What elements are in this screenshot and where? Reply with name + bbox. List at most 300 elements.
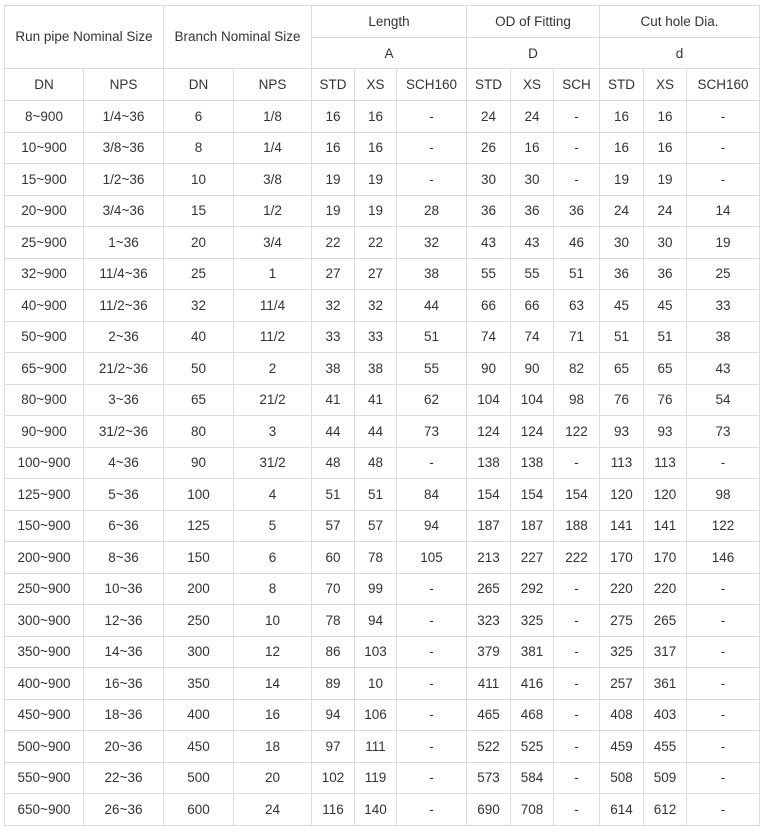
table-cell: 275 [600, 605, 644, 637]
table-cell: - [554, 132, 600, 164]
table-cell: 116 [312, 794, 355, 826]
header-branch: Branch Nominal Size [164, 6, 312, 69]
table-cell: - [397, 636, 467, 668]
table-cell: 78 [355, 542, 397, 574]
table-row [5, 573, 760, 605]
table-cell: 361 [644, 668, 687, 700]
table-cell: 3 [234, 416, 312, 448]
table-cell: 465 [467, 699, 511, 731]
table-cell: 150 [164, 542, 234, 574]
table-cell: 22 [312, 227, 355, 259]
table-row [5, 542, 760, 574]
subheader-cell: NPS [84, 69, 164, 101]
table-cell: 154 [554, 479, 600, 511]
table-cell: 146 [687, 542, 760, 574]
table-row [5, 668, 760, 700]
table-cell: 98 [687, 479, 760, 511]
table-cell: 40 [164, 321, 234, 353]
subheader-cell: STD [467, 69, 511, 101]
table-cell: 187 [467, 510, 511, 542]
table-cell: 32 [312, 290, 355, 322]
table-cell: 86 [312, 636, 355, 668]
table-cell: 51 [312, 479, 355, 511]
table-cell: 459 [600, 731, 644, 763]
table-row [5, 258, 760, 290]
table-cell: 65 [164, 384, 234, 416]
table-cell: 82 [554, 353, 600, 385]
table-cell: 125~900 [5, 479, 84, 511]
table-cell: 27 [312, 258, 355, 290]
table-cell: 80 [164, 416, 234, 448]
table-cell: 93 [600, 416, 644, 448]
table-cell: 2~36 [84, 321, 164, 353]
table-cell: 550~900 [5, 762, 84, 794]
table-cell: 51 [600, 321, 644, 353]
table-cell: 54 [687, 384, 760, 416]
table-cell: - [687, 447, 760, 479]
table-cell: 44 [397, 290, 467, 322]
table-cell: 14 [687, 195, 760, 227]
table-cell: 509 [644, 762, 687, 794]
table-cell: 250 [164, 605, 234, 637]
table-row [5, 447, 760, 479]
table-cell: 32 [355, 290, 397, 322]
table-cell: 411 [467, 668, 511, 700]
table-cell: 19 [644, 164, 687, 196]
table-cell: 30 [467, 164, 511, 196]
table-cell: 24 [467, 101, 511, 133]
table-cell: 25 [164, 258, 234, 290]
header-length-symbol: A [312, 38, 467, 69]
table-cell: 20 [164, 227, 234, 259]
table-cell: 45 [644, 290, 687, 322]
table-cell: - [554, 447, 600, 479]
table-cell: - [554, 668, 600, 700]
table-cell: 103 [355, 636, 397, 668]
table-cell: 30 [511, 164, 554, 196]
table-cell: - [554, 794, 600, 826]
table-cell: 12 [234, 636, 312, 668]
table-cell: 21/2~36 [84, 353, 164, 385]
table-cell: - [554, 573, 600, 605]
header-cut-hole: Cut hole Dia. [600, 6, 760, 38]
table-cell: 22 [355, 227, 397, 259]
table-cell: 381 [511, 636, 554, 668]
table-cell: 36 [644, 258, 687, 290]
table-cell: 11/4~36 [84, 258, 164, 290]
table-cell: - [554, 699, 600, 731]
table-cell: 31/2~36 [84, 416, 164, 448]
table-cell: 84 [397, 479, 467, 511]
table-cell: 650~900 [5, 794, 84, 826]
table-cell: - [687, 794, 760, 826]
table-cell: 102 [312, 762, 355, 794]
table-cell: 119 [355, 762, 397, 794]
table-cell: 400 [164, 699, 234, 731]
table-cell: 14~36 [84, 636, 164, 668]
subheader-cell: SCH160 [397, 69, 467, 101]
table-cell: 105 [397, 542, 467, 574]
table-cell: 468 [511, 699, 554, 731]
table-cell: 44 [355, 416, 397, 448]
table-row [5, 195, 760, 227]
table-cell: 16 [644, 132, 687, 164]
table-cell: 124 [511, 416, 554, 448]
table-cell: 8 [234, 573, 312, 605]
table-cell: 10~36 [84, 573, 164, 605]
table-cell: 11/4 [234, 290, 312, 322]
table-cell: 19 [312, 164, 355, 196]
table-cell: 350~900 [5, 636, 84, 668]
table-cell: 325 [600, 636, 644, 668]
subheader-cell: SCH160 [687, 69, 760, 101]
table-cell: 1/4 [234, 132, 312, 164]
table-cell: 11/2~36 [84, 290, 164, 322]
table-cell: 98 [554, 384, 600, 416]
table-cell: 125 [164, 510, 234, 542]
fitting-dimensions-table [4, 5, 760, 826]
table-cell: 45 [600, 290, 644, 322]
subheader-cell: XS [355, 69, 397, 101]
table-cell: 113 [644, 447, 687, 479]
table-cell: 20~900 [5, 195, 84, 227]
table-cell: 70 [312, 573, 355, 605]
table-cell: - [687, 132, 760, 164]
table-cell: 508 [600, 762, 644, 794]
table-cell: 1/2~36 [84, 164, 164, 196]
table-cell: 111 [355, 731, 397, 763]
table-row [5, 101, 760, 133]
table-cell: 19 [600, 164, 644, 196]
table-cell: 138 [467, 447, 511, 479]
table-cell: 36 [600, 258, 644, 290]
table-cell: 455 [644, 731, 687, 763]
table-cell: 89 [312, 668, 355, 700]
table-cell: 65~900 [5, 353, 84, 385]
table-cell: - [687, 699, 760, 731]
table-row [5, 636, 760, 668]
table-cell: - [397, 794, 467, 826]
table-cell: - [687, 762, 760, 794]
subheader-cell: STD [600, 69, 644, 101]
table-cell: 122 [554, 416, 600, 448]
table-cell: - [554, 101, 600, 133]
table-cell: 21/2 [234, 384, 312, 416]
table-cell: 257 [600, 668, 644, 700]
table-cell: - [554, 731, 600, 763]
table-row [5, 794, 760, 826]
table-cell: 90 [511, 353, 554, 385]
table-cell: 500 [164, 762, 234, 794]
table-cell: 1/4~36 [84, 101, 164, 133]
table-cell: 24 [511, 101, 554, 133]
table-cell: 140 [355, 794, 397, 826]
table-row [5, 762, 760, 794]
header-od-symbol: D [467, 38, 600, 69]
table-cell: - [687, 573, 760, 605]
table-row [5, 605, 760, 637]
table-cell: - [397, 573, 467, 605]
table-cell: 323 [467, 605, 511, 637]
table-cell: 3/8 [234, 164, 312, 196]
table-cell: 1/2 [234, 195, 312, 227]
table-cell: - [687, 731, 760, 763]
table-row [5, 321, 760, 353]
table-cell: 26 [467, 132, 511, 164]
table-cell: 30 [600, 227, 644, 259]
subheader-cell: XS [644, 69, 687, 101]
table-row [5, 132, 760, 164]
table-cell: 104 [511, 384, 554, 416]
table-cell: - [554, 605, 600, 637]
table-cell: 3/8~36 [84, 132, 164, 164]
table-cell: 78 [312, 605, 355, 637]
table-cell: 15 [164, 195, 234, 227]
table-cell: - [687, 164, 760, 196]
table-cell: 31/2 [234, 447, 312, 479]
table-cell: 141 [600, 510, 644, 542]
table-cell: 3/4~36 [84, 195, 164, 227]
table-cell: 450 [164, 731, 234, 763]
header-od: OD of Fitting [467, 6, 600, 38]
table-cell: 106 [355, 699, 397, 731]
table-cell: 55 [397, 353, 467, 385]
table-cell: - [397, 132, 467, 164]
table-cell: 43 [467, 227, 511, 259]
table-cell: 18 [234, 731, 312, 763]
table-cell: 154 [511, 479, 554, 511]
table-cell: 200 [164, 573, 234, 605]
table-cell: 20~36 [84, 731, 164, 763]
table-cell: - [554, 762, 600, 794]
table-cell: 265 [467, 573, 511, 605]
table-cell: 38 [312, 353, 355, 385]
table-cell: 32~900 [5, 258, 84, 290]
subheader-cell: XS [511, 69, 554, 101]
table-cell: 6~36 [84, 510, 164, 542]
table-cell: 74 [467, 321, 511, 353]
table-cell: 141 [644, 510, 687, 542]
table-cell: 16 [511, 132, 554, 164]
table-cell: 5~36 [84, 479, 164, 511]
table-cell: 120 [600, 479, 644, 511]
table-cell: - [687, 668, 760, 700]
table-cell: - [687, 605, 760, 637]
table-cell: - [397, 731, 467, 763]
table-cell: 48 [355, 447, 397, 479]
table-cell: 41 [355, 384, 397, 416]
table-cell: 612 [644, 794, 687, 826]
table-cell: 170 [644, 542, 687, 574]
table-cell: 80~900 [5, 384, 84, 416]
table-cell: 22~36 [84, 762, 164, 794]
table-cell: 1~36 [84, 227, 164, 259]
table-cell: 19 [687, 227, 760, 259]
table-cell: 94 [312, 699, 355, 731]
table-cell: 124 [467, 416, 511, 448]
table-cell: 60 [312, 542, 355, 574]
table-cell: 416 [511, 668, 554, 700]
table-cell: 38 [687, 321, 760, 353]
table-cell: 222 [554, 542, 600, 574]
table-cell: 90~900 [5, 416, 84, 448]
table-cell: 26~36 [84, 794, 164, 826]
table-cell: 19 [355, 195, 397, 227]
table-cell: - [397, 762, 467, 794]
table-cell: 122 [687, 510, 760, 542]
header-cut-symbol: d [600, 38, 760, 69]
table-cell: - [397, 164, 467, 196]
table-cell: 100~900 [5, 447, 84, 479]
table-cell: 213 [467, 542, 511, 574]
table-cell: 33 [312, 321, 355, 353]
table-cell: 138 [511, 447, 554, 479]
header-length: Length [312, 6, 467, 38]
table-cell: 220 [600, 573, 644, 605]
table-cell: 614 [600, 794, 644, 826]
table-cell: 120 [644, 479, 687, 511]
table-cell: - [554, 636, 600, 668]
table-cell: 15~900 [5, 164, 84, 196]
table-cell: 55 [511, 258, 554, 290]
table-cell: 65 [600, 353, 644, 385]
table-cell: 403 [644, 699, 687, 731]
table-cell: 24 [644, 195, 687, 227]
table-cell: 50 [164, 353, 234, 385]
table-cell: 50~900 [5, 321, 84, 353]
table-cell: 94 [397, 510, 467, 542]
table-cell: 94 [355, 605, 397, 637]
table-cell: 150~900 [5, 510, 84, 542]
table-cell: 300~900 [5, 605, 84, 637]
table-cell: 10 [164, 164, 234, 196]
table-cell: 400~900 [5, 668, 84, 700]
table-cell: - [397, 699, 467, 731]
table-cell: 8~900 [5, 101, 84, 133]
table-cell: 48 [312, 447, 355, 479]
table-cell: 265 [644, 605, 687, 637]
table-cell: 573 [467, 762, 511, 794]
table-cell: 3/4 [234, 227, 312, 259]
table-row [5, 290, 760, 322]
table-cell: 24 [234, 794, 312, 826]
table-cell: 113 [600, 447, 644, 479]
table-cell: 25 [687, 258, 760, 290]
table-cell: 38 [397, 258, 467, 290]
table-cell: 4 [234, 479, 312, 511]
table-cell: 170 [600, 542, 644, 574]
table-cell: 33 [355, 321, 397, 353]
subheader-cell: DN [5, 69, 84, 101]
table-cell: 16 [644, 101, 687, 133]
table-cell: 8 [164, 132, 234, 164]
table-cell: 16 [312, 132, 355, 164]
table-cell: 600 [164, 794, 234, 826]
table-cell: 90 [164, 447, 234, 479]
table-cell: 76 [644, 384, 687, 416]
table-cell: 62 [397, 384, 467, 416]
subheader-cell: NPS [234, 69, 312, 101]
table-cell: 74 [511, 321, 554, 353]
table-cell: 220 [644, 573, 687, 605]
table-cell: 227 [511, 542, 554, 574]
table-cell: 51 [554, 258, 600, 290]
table-cell: 36 [467, 195, 511, 227]
table-cell: 90 [467, 353, 511, 385]
table-cell: 19 [312, 195, 355, 227]
table-cell: 1/8 [234, 101, 312, 133]
table-cell: 16 [355, 101, 397, 133]
table-cell: 5 [234, 510, 312, 542]
header-run-pipe: Run pipe Nominal Size [5, 6, 164, 69]
table-cell: 292 [511, 573, 554, 605]
table-cell: 44 [312, 416, 355, 448]
table-cell: 16 [600, 101, 644, 133]
table-cell: 76 [600, 384, 644, 416]
table-cell: 500~900 [5, 731, 84, 763]
table-cell: 43 [687, 353, 760, 385]
table-cell: 24 [600, 195, 644, 227]
table-cell: 522 [467, 731, 511, 763]
table-cell: 250~900 [5, 573, 84, 605]
table-cell: 32 [164, 290, 234, 322]
table-cell: 11/2 [234, 321, 312, 353]
table-cell: 93 [644, 416, 687, 448]
table-cell: 20 [234, 762, 312, 794]
table-cell: 525 [511, 731, 554, 763]
table-cell: 317 [644, 636, 687, 668]
table-cell: 2 [234, 353, 312, 385]
table-cell: 379 [467, 636, 511, 668]
table-cell: 16 [312, 101, 355, 133]
table-cell: 27 [355, 258, 397, 290]
table-cell: 14 [234, 668, 312, 700]
table-cell: 63 [554, 290, 600, 322]
table-cell: 71 [554, 321, 600, 353]
table-cell: 57 [312, 510, 355, 542]
table-cell: 73 [397, 416, 467, 448]
table-cell: 408 [600, 699, 644, 731]
table-cell: 100 [164, 479, 234, 511]
table-row [5, 353, 760, 385]
table-cell: 41 [312, 384, 355, 416]
table-cell: 38 [355, 353, 397, 385]
table-cell: 55 [467, 258, 511, 290]
table-cell: 708 [511, 794, 554, 826]
subheader-cell: STD [312, 69, 355, 101]
table-row [5, 416, 760, 448]
table-cell: - [687, 101, 760, 133]
table-cell: 154 [467, 479, 511, 511]
table-cell: 450~900 [5, 699, 84, 731]
table-cell: 43 [511, 227, 554, 259]
table-cell: 25~900 [5, 227, 84, 259]
table-row [5, 510, 760, 542]
table-cell: 28 [397, 195, 467, 227]
table-cell: 12~36 [84, 605, 164, 637]
table-cell: 73 [687, 416, 760, 448]
table-cell: 350 [164, 668, 234, 700]
table-row [5, 384, 760, 416]
table-cell: 690 [467, 794, 511, 826]
subheader-cell: SCH [554, 69, 600, 101]
table-row [5, 731, 760, 763]
table-row [5, 164, 760, 196]
table-cell: 10 [234, 605, 312, 637]
table-cell: 51 [644, 321, 687, 353]
table-cell: 97 [312, 731, 355, 763]
table-cell: - [397, 101, 467, 133]
